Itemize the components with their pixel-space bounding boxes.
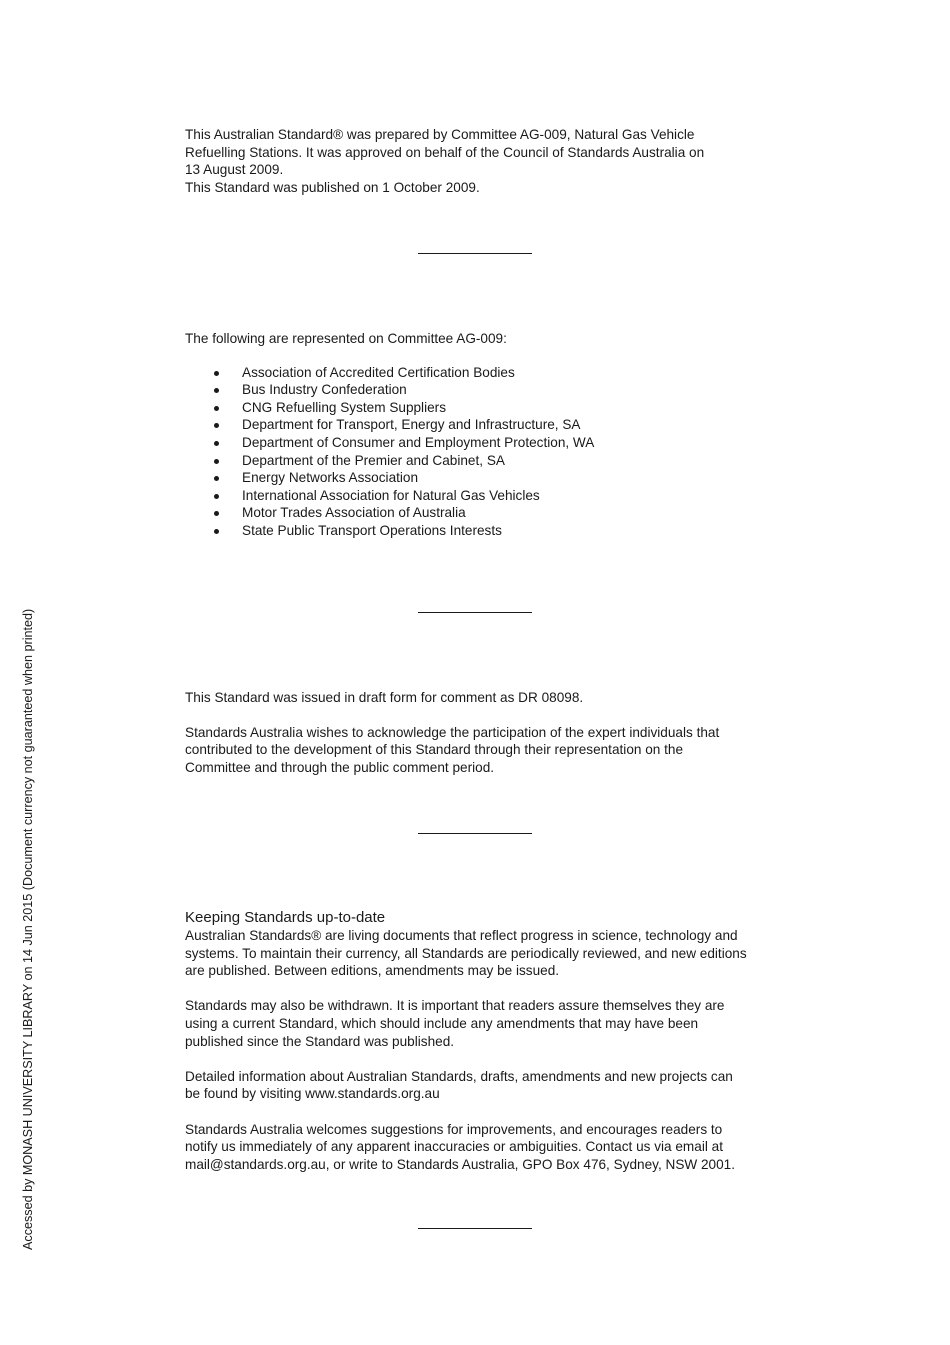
bullet-icon [214, 406, 219, 411]
member-name: Department of Consumer and Employment Protection, WA [242, 434, 595, 450]
withdrawal-paragraph [185, 997, 775, 1050]
list-item [185, 487, 775, 505]
section-divider [418, 833, 532, 834]
section-divider [418, 612, 532, 613]
member-name: State Public Transport Operations Interests [242, 522, 502, 538]
bullet-icon [214, 511, 219, 516]
paragraph-line: systems. To maintain their currency, all Standards are periodically reviewed, and new editions [185, 945, 747, 961]
bullet-icon [214, 371, 219, 376]
bullet-icon [214, 476, 219, 481]
paragraph-line: using a current Standard, which should include any amendments that may have been [185, 1015, 699, 1031]
draft-issued-text: This Standard was issued in draft form for comment as DR 08098. [185, 690, 584, 705]
committee-member-list [185, 364, 775, 540]
paragraph-line: Australian Standards® are living documents that reflect progress in science, technology and [185, 928, 738, 943]
paragraph-line: Detailed information about Australian Standards, drafts, amendments and new projects can [185, 1068, 733, 1084]
list-item [185, 381, 775, 399]
list-item [185, 434, 775, 452]
bullet-icon [214, 441, 219, 446]
list-item [185, 364, 775, 382]
contact-paragraph [185, 1121, 775, 1174]
member-name: Energy Networks Association [242, 470, 419, 486]
list-item [185, 452, 775, 470]
approval-line: 13 August 2009. [185, 162, 284, 178]
member-name: Department for Transport, Energy and Infrastructure, SA [242, 417, 581, 433]
information-paragraph [185, 1068, 775, 1103]
list-item [185, 469, 775, 487]
member-name: Motor Trades Association of Australia [242, 505, 466, 521]
acknowledgement-line: Committee and through the public comment period. [185, 759, 495, 775]
list-item [185, 522, 775, 540]
list-item [185, 416, 775, 434]
section-heading: Keeping Standards up-to-date [185, 909, 386, 926]
draft-section [185, 689, 775, 776]
bullet-icon [214, 494, 219, 499]
currency-paragraph [185, 927, 775, 980]
bullet-icon [214, 388, 219, 393]
section-divider [418, 1228, 532, 1229]
member-name: International Association for Natural Gas Vehicles [242, 487, 540, 503]
approval-line: Refuelling Stations. It was approved on behalf of the Council of Standards Australia on [185, 144, 705, 160]
acknowledgement-line: Standards Australia wishes to acknowledge the participation of the expert individuals that [185, 724, 720, 740]
member-name: Bus Industry Confederation [242, 382, 407, 398]
approval-line: This Australian Standard® was prepared by Committee AG-009, Natural Gas Vehicle [185, 127, 695, 142]
paragraph-line: published since the Standard was published. [185, 1033, 455, 1049]
approval-paragraph [185, 126, 775, 196]
paragraph-line: mail@standards.org.au, or write to Standards Australia, GPO Box 476, Sydney, NSW 2001. [185, 1156, 736, 1172]
paragraph-line: notify us immediately of any apparent inaccuracies or ambiguities. Contact us via email at [185, 1139, 723, 1155]
member-name: Department of the Premier and Cabinet, SA [242, 452, 505, 468]
keeping-standards-section [185, 909, 775, 1173]
list-item [185, 504, 775, 522]
acknowledgement-paragraph [185, 724, 775, 777]
publication-date-line: This Standard was published on 1 October 2009. [185, 179, 480, 195]
paragraph-line: Standards Australia welcomes suggestions for improvements, and encourages readers to [185, 1121, 723, 1137]
paragraph-line: Standards may also be withdrawn. It is important that readers assure themselves they are [185, 998, 725, 1014]
member-name: Association of Accredited Certification Bodies [242, 364, 515, 380]
list-item [185, 399, 775, 417]
bullet-icon [214, 459, 219, 464]
committee-section [185, 330, 775, 540]
committee-intro: The following are represented on Committee AG-009: [185, 331, 507, 346]
bullet-icon [214, 529, 219, 534]
acknowledgement-line: contributed to the development of this Standard through their representation on the [185, 742, 684, 758]
section-divider [418, 253, 532, 254]
bullet-icon [214, 423, 219, 428]
access-notice: Accessed by MONASH UNIVERSITY LIBRARY on 14 Jun 2015 (Document currency not guaranteed when printed) [21, 608, 35, 1250]
member-name: CNG Refuelling System Suppliers [242, 399, 446, 415]
paragraph-line: are published. Between editions, amendments may be issued. [185, 963, 560, 979]
paragraph-line: be found by visiting www.standards.org.au [185, 1086, 440, 1102]
